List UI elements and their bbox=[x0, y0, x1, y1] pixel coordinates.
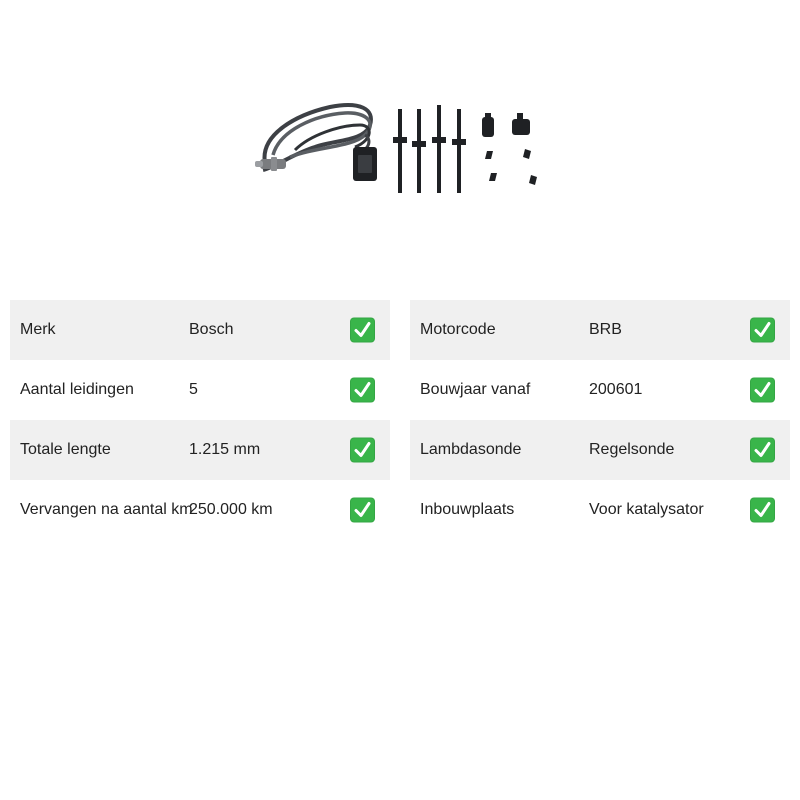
spec-row-inbouwplaats bbox=[410, 480, 790, 540]
product-image bbox=[255, 95, 545, 205]
spec-row-motorcode bbox=[410, 300, 790, 360]
spec-row-vervangen-na-aantal-km bbox=[10, 480, 390, 540]
spec-value: 1.215 mm bbox=[189, 441, 261, 458]
check-mark-icon bbox=[350, 498, 375, 523]
spec-label: Totale lengte bbox=[20, 441, 111, 458]
check-mark-icon bbox=[750, 498, 775, 523]
lambda-sensor-illustration bbox=[255, 95, 545, 205]
spec-label: Bouwjaar vanaf bbox=[420, 381, 531, 398]
check-mark-icon bbox=[750, 438, 775, 463]
spec-row-lambdasonde bbox=[410, 420, 790, 480]
spec-label: Vervangen na aantal km bbox=[20, 501, 193, 518]
check-mark-icon bbox=[750, 378, 775, 403]
spec-value: Regelsonde bbox=[589, 441, 675, 458]
spec-value: Bosch bbox=[189, 321, 234, 338]
check-mark-icon bbox=[350, 438, 375, 463]
spec-label: Inbouwplaats bbox=[420, 501, 515, 518]
spec-label: Lambdasonde bbox=[420, 441, 522, 458]
spec-label: Merk bbox=[20, 321, 56, 338]
spec-row-merk bbox=[10, 300, 390, 360]
spec-table-left bbox=[10, 300, 390, 540]
spec-label: Motorcode bbox=[420, 321, 496, 338]
spec-row-totale-lengte bbox=[10, 420, 390, 480]
spec-value: BRB bbox=[589, 321, 622, 338]
spec-value: Voor katalysator bbox=[589, 501, 704, 518]
check-mark-icon bbox=[750, 318, 775, 343]
spec-value: 5 bbox=[189, 381, 198, 398]
spec-label: Aantal leidingen bbox=[20, 381, 134, 398]
check-mark-icon bbox=[350, 318, 375, 343]
spec-row-aantal-leidingen bbox=[10, 360, 390, 420]
spec-value: 250.000 km bbox=[189, 501, 273, 518]
spec-value: 200601 bbox=[589, 381, 643, 398]
spec-table-right bbox=[410, 300, 790, 540]
check-mark-icon bbox=[350, 378, 375, 403]
spec-row-bouwjaar-vanaf bbox=[410, 360, 790, 420]
